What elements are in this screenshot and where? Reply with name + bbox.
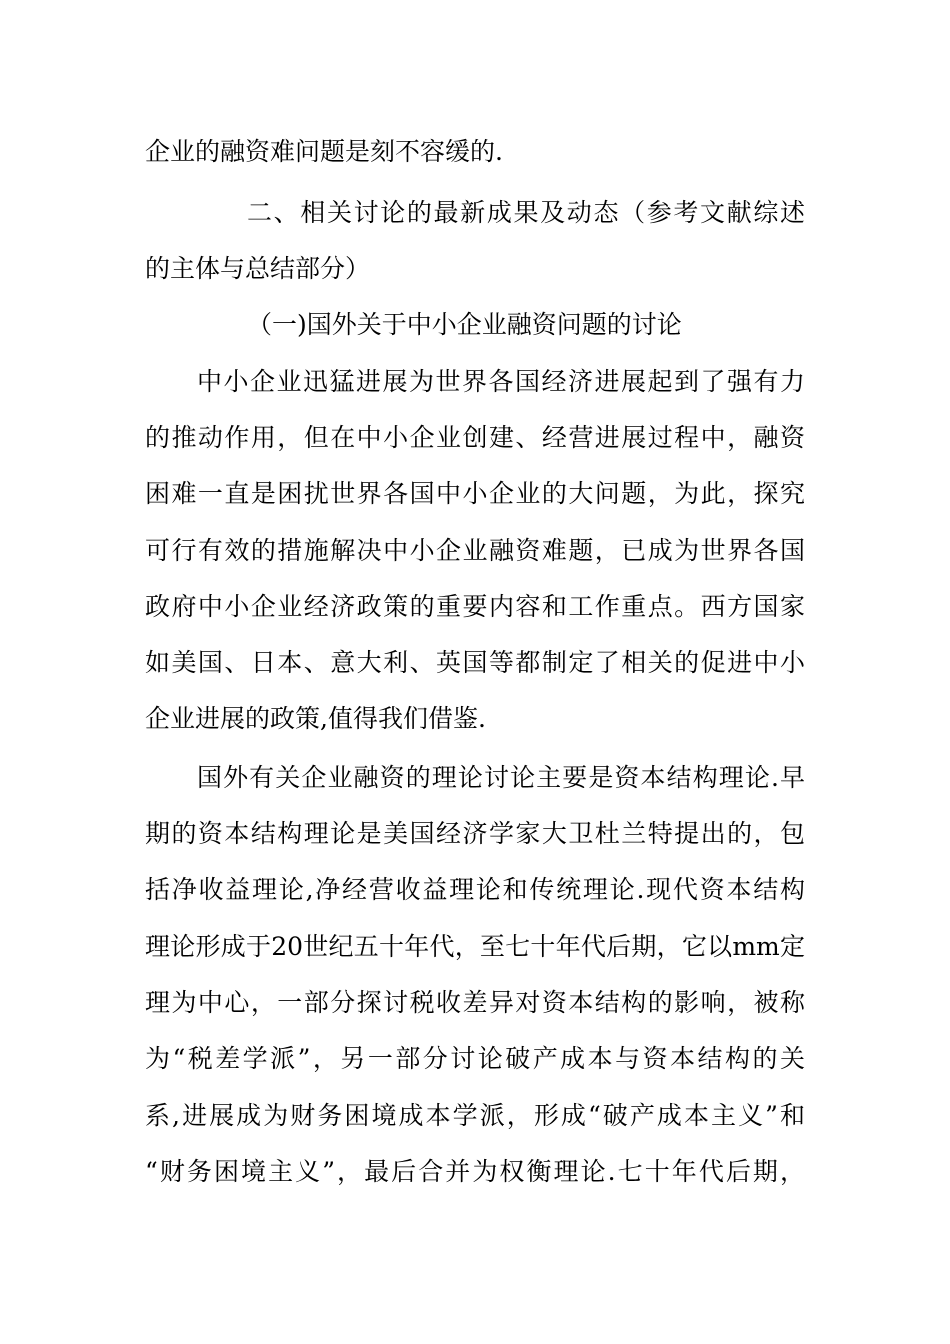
paragraph-line: 国外有关企业融资的理论讨论主要是资本结构理论.早: [197, 763, 805, 792]
section-heading-line: 二、相关讨论的最新成果及动态（参考文献综述: [247, 198, 805, 227]
paragraph-line: 期的资本结构理论是美国经济学家大卫杜兰特提出的，包: [145, 819, 805, 848]
paragraph-line: 如美国、日本、意大利、英国等都制定了相关的促进中小: [145, 648, 805, 677]
paragraph-line: 为“税差学派”，另一部分讨论破产成本与资本结构的关: [145, 1044, 805, 1073]
section-heading-line: 的主体与总结部分）: [145, 254, 371, 283]
paragraph-line: 理论形成于20世纪五十年代，至七十年代后期，它以mm定: [145, 932, 805, 961]
paragraph-line: 政府中小企业经济政策的重要内容和工作重点。西方国家: [145, 592, 805, 621]
paragraph-line: 中小企业迅猛进展为世界各国经济进展起到了强有力: [197, 367, 805, 396]
paragraph-line: 可行有效的措施解决中小企业融资难题，已成为世界各国: [145, 536, 805, 565]
paragraph-line: 企业的融资难问题是刻不容缓的.: [145, 137, 503, 166]
paragraph-line: 理为中心，一部分探讨税收差异对资本结构的影响，被称: [145, 988, 805, 1017]
paragraph-line: 的推动作用，但在中小企业创建、经营进展过程中，融资: [145, 423, 805, 452]
paragraph-line: “财务困境主义”，最后合并为权衡理论.七十年代后期，: [145, 1157, 805, 1186]
paragraph-line: 括净收益理论,净经营收益理论和传统理论.现代资本结构: [145, 875, 805, 904]
paragraph-line: 系,进展成为财务困境成本学派，形成“破产成本主义”和: [145, 1101, 805, 1130]
paragraph-line: 困难一直是困扰世界各国中小企业的大问题，为此，探究: [145, 479, 805, 508]
subsection-heading: （一)国外关于中小企业融资问题的讨论: [247, 310, 682, 339]
paragraph-line: 企业进展的政策,值得我们借鉴.: [145, 704, 486, 733]
